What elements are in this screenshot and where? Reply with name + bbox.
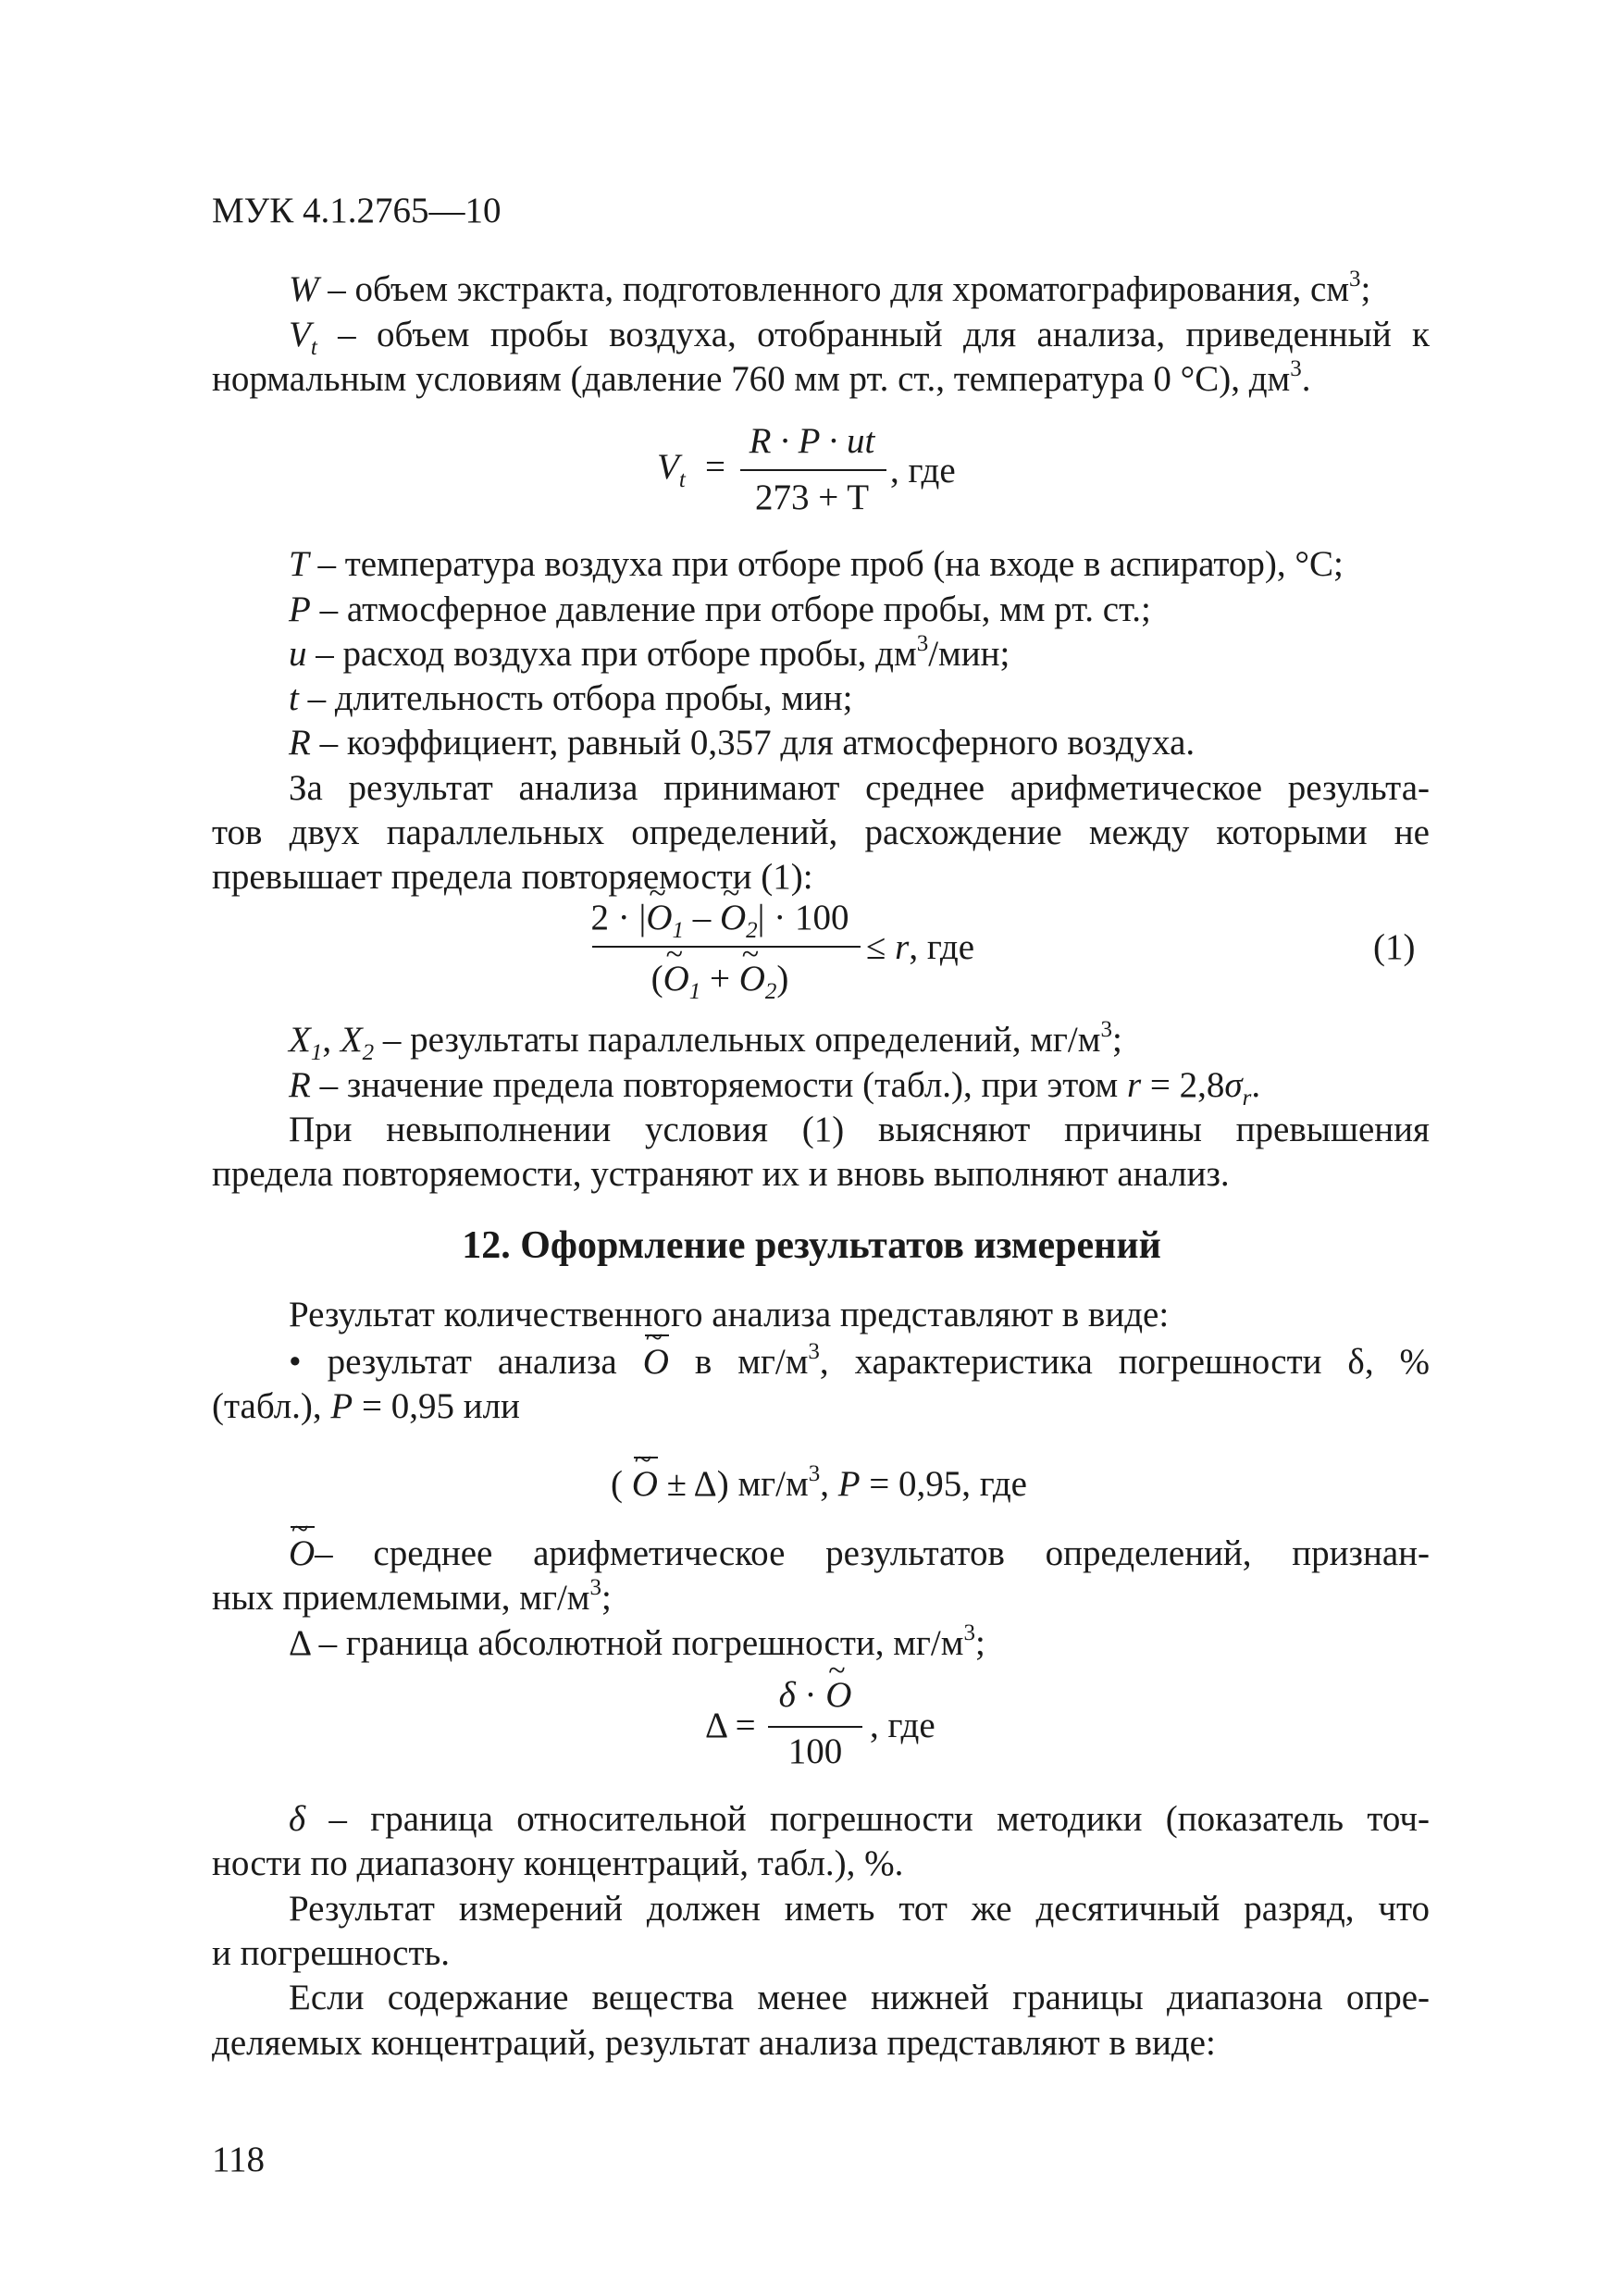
def-duration-text: – длительность отбора пробы, мин; (298, 678, 853, 718)
symbol-t: Т (289, 544, 309, 584)
formula-1-rhs: ≤ r, где (866, 927, 975, 967)
def-w-text: – объем экстракта, подготовленного для хроматографирования, см (318, 269, 1350, 309)
def-x-text: – результаты параллельных определений, мг/м (374, 1020, 1101, 1060)
bullet-line2: (табл.), Р = 0,95 или (212, 1386, 520, 1426)
def-vt-text: – объем пробы воздуха, отобранный для анализа, приведенный к (316, 315, 1430, 354)
superscript: 3 (1290, 356, 1302, 381)
symbol-w: W (289, 269, 319, 309)
formula-1-numerator: 2 · |О $\sim_1$ – О $\sim_2| \cdot 100$ (581, 896, 859, 940)
def-r-coef (289, 721, 1195, 765)
symbol-delta: δ (289, 1799, 306, 1839)
symbol-vt-sub: t (310, 334, 317, 360)
formula-vt-lhs: $V_t$ (657, 447, 686, 492)
def-w (289, 267, 1370, 312)
para-form-line1: Результат количественного анализа представляют в виде: (289, 1295, 1170, 1334)
para-lower-line2: деляемых концентраций, результат анализа представляют в виде: (212, 2023, 1216, 2063)
superscript: 3 (916, 631, 929, 656)
superscript: 3 (1100, 1017, 1112, 1042)
def-mean-line2: ных приемлемыми, $мг/м^3$; (212, 1575, 612, 1618)
formula-delta-tail: , где (870, 1706, 935, 1745)
def-duration (289, 676, 852, 721)
formula-vt-eq: = (705, 447, 725, 487)
def-rel-error-line2: ности по диапазону концентраций, табл.), %. (212, 1843, 904, 1883)
formula-vt-tail: , где (890, 451, 956, 490)
def-mean (289, 1532, 1430, 1576)
formula-result: ( О ~ ± Δ) $мг/м^3$, Р = 0,95, где (611, 1462, 1027, 1507)
mean-symbol: О ~ (643, 1340, 669, 1384)
def-delta: Δ – граница абсолютной погрешности, $мг/м^3$; (289, 1620, 985, 1663)
superscript: 3 (808, 1339, 820, 1364)
superscript: 3 (1349, 267, 1361, 292)
symbol-r: R (289, 723, 311, 763)
symbol-p: Р (289, 590, 311, 629)
def-vt-end: . (1301, 359, 1311, 399)
para-lower-line1: Если содержание вещества менее нижней границы диапазона опре- (289, 1978, 1430, 2017)
def-x: $X_1$, $X_2$ – результаты параллельных определений, $мг/м^3$; (289, 1017, 1122, 1065)
mean-symbol: О ~ (289, 1532, 315, 1576)
formula-vt-denominator: 273 + T (754, 478, 870, 517)
def-u-text: – расход воздуха при отборе пробы, дм (306, 634, 917, 674)
def-vt (289, 313, 1430, 360)
superscript: 3 (808, 1461, 821, 1486)
def-u-end: /мин; (928, 634, 1010, 674)
def-vt-line2 (212, 357, 1311, 402)
para-result-line3: превышает предела повторяемости (1): (212, 857, 813, 897)
fraction-bar (768, 1726, 862, 1728)
fraction-bar (592, 946, 861, 948)
bullet-icon: • (289, 1342, 302, 1382)
formula-delta-numerator: δ · О ~ (764, 1673, 866, 1718)
section-title: 12. Оформление результатов измерений (462, 1224, 1161, 1267)
tilde-o2: О ~ (720, 896, 746, 940)
bullet-item: • результат анализа О ~ в $мг/м^3$, характеристика погрешности δ, % (289, 1340, 1430, 1384)
symbol-vt: V (289, 315, 311, 354)
formula-vt-numerator: R · P · ut (749, 421, 875, 461)
formula-1-denominator: (О $\sim_1 + О$ $\sim_2$) (581, 957, 859, 1001)
def-r-limit: R – значение предела повторяемости (табл.), при этом $r = 2,8\sigma_r$. (289, 1065, 1261, 1111)
def-r-limit-text: – значение предела повторяемости (табл.), при этом (310, 1065, 1127, 1105)
para-fail-line2: предела повторяемости, устраняют их и вновь выполняют анализ. (212, 1154, 1230, 1194)
equation-number: (1) (1373, 927, 1416, 967)
def-u (289, 632, 1010, 676)
def-mean-text: – среднее арифметическое результатов определений, признан- (315, 1533, 1430, 1573)
para-result-line1: За результат анализа принимают среднее арифметическое результа- (289, 768, 1430, 808)
symbol-u: u (289, 634, 307, 674)
tilde-o1: О ~ (646, 896, 672, 940)
def-w-end: ; (1360, 269, 1371, 309)
def-p-text: – атмосферное давление при отборе пробы, мм рт. ст.; (310, 590, 1151, 629)
document-header: МУК 4.1.2765—10 (212, 191, 502, 230)
def-t (289, 542, 1344, 587)
para-result-line2: тов двух параллельных определений, расхождение между которыми не (212, 813, 1430, 852)
formula-delta-lhs: Δ = (705, 1706, 756, 1745)
mean-symbol: О ~ (632, 1462, 658, 1507)
def-r-text: – коэффициент, равный 0,357 для атмосферного воздуха. (310, 723, 1196, 763)
fraction-bar (740, 469, 886, 471)
page-number: 118 (212, 2140, 266, 2179)
def-t-text: – температура воздуха при отборе проб (на входе в аспиратор), °С; (308, 544, 1344, 584)
def-rel-error: δ – граница относительной погрешности методики (показатель точ- (289, 1799, 1430, 1839)
para-fail-line1: При невыполнении условия (1) выясняют причины превышения (289, 1110, 1430, 1149)
symbol-duration: t (289, 678, 299, 718)
superscript: 3 (589, 1575, 601, 1600)
superscript: 3 (963, 1620, 975, 1645)
formula-delta-denominator: 100 (787, 1731, 843, 1771)
para-decimal-line2: и погрешность. (212, 1933, 451, 1973)
para-decimal-line1: Результат измерений должен иметь тот же десятичный разряд, что (289, 1889, 1430, 1929)
def-p (289, 588, 1151, 632)
def-vt-text2: нормальным условиям (давление 760 мм рт. ст., температура 0 °С), дм (212, 359, 1291, 399)
